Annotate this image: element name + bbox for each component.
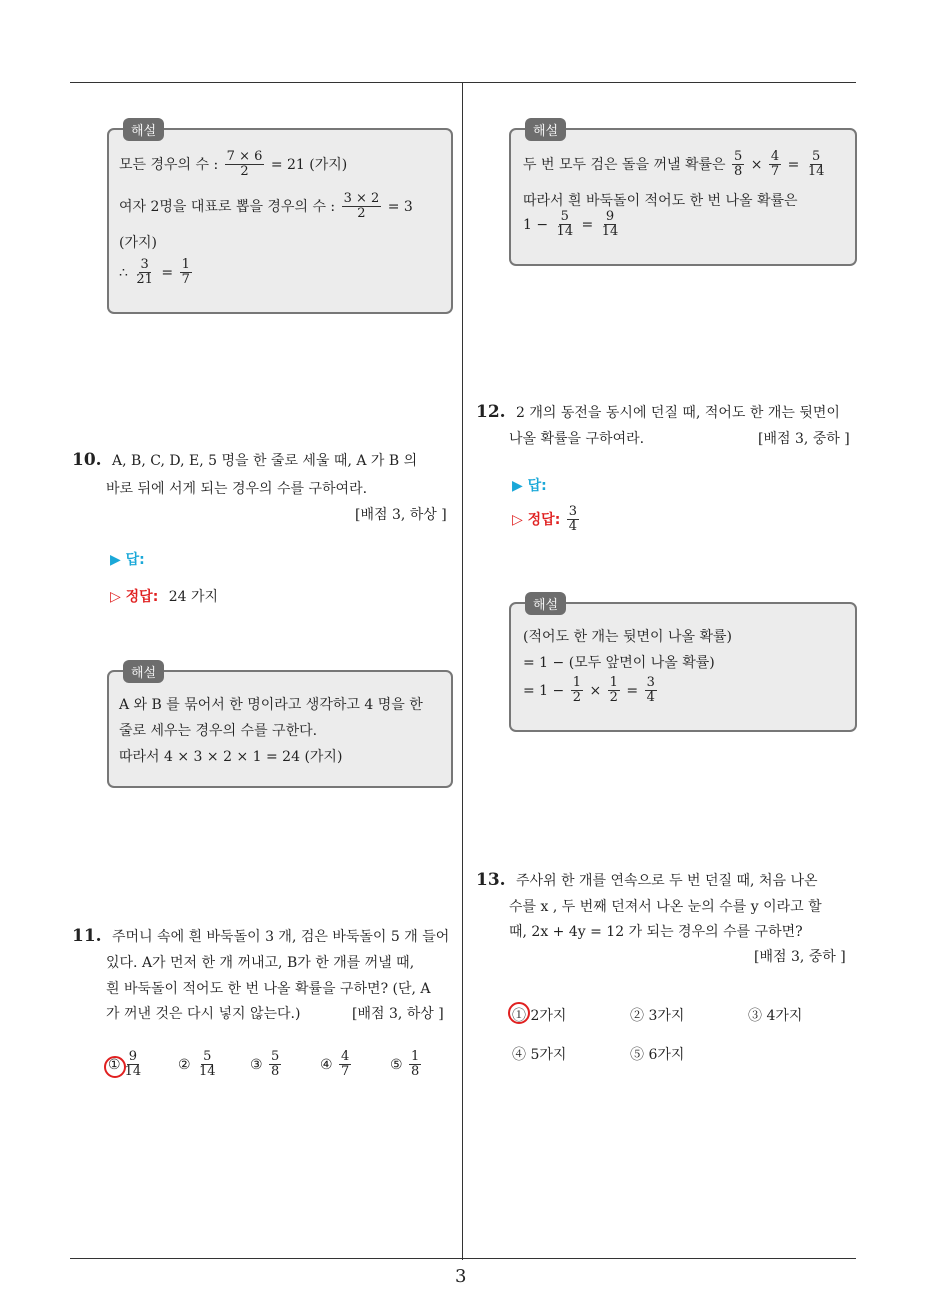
question-number: 10. [72, 450, 102, 470]
fraction: $\frac{3 \times 2}{2}$ [343, 191, 380, 222]
explanation-box-11 [509, 124, 857, 266]
explanation-tag: 해설 [123, 118, 164, 141]
text: A 와 B 를 묶어서 한 명이라고 생각하고 4 명을 한 [119, 697, 423, 713]
text: = 21 (가지) [270, 156, 348, 173]
text: 줄로 세우는 경우의 수를 구한다. [119, 723, 318, 739]
points: [배점 3, 중하 ] [758, 431, 850, 447]
question-text: 가 꺼낸 것은 다시 넣지 않는다.) [106, 1006, 301, 1022]
question-text: 있다. A가 먼저 한 개 꺼내고, B가 한 개를 꺼낼 때, [106, 955, 415, 971]
choice-4[interactable]: ④ 5가지 [512, 1047, 567, 1063]
choice-1[interactable]: ① 2가지 [512, 1008, 567, 1024]
choice-2[interactable]: ② 3가지 [630, 1008, 685, 1024]
text: 따라서 흰 바둑돌이 적어도 한 번 나올 확률은 [523, 193, 798, 209]
choice-4[interactable]: ④ $\frac{4}{7}$ [320, 1049, 350, 1080]
choice-3[interactable]: ③ 4가지 [748, 1008, 803, 1024]
text: = 1 − [523, 682, 565, 699]
question-text: 수를 x , 두 번째 던져서 나온 눈의 수를 y 이라고 할 [509, 899, 822, 915]
times: × [750, 156, 763, 173]
question-number: 13. [476, 870, 506, 890]
text: 1 − [523, 216, 549, 233]
points: [배점 3, 중하 ] [754, 949, 846, 965]
text: 여자 2명을 대표로 뽑을 경우의 수 : [119, 198, 336, 215]
page-number: 3 [455, 1266, 467, 1287]
explanation-box-10 [107, 666, 453, 788]
fraction: $\frac{1}{2}$ [572, 675, 582, 706]
fraction: $\frac{4}{7}$ [770, 149, 780, 180]
question-text: 주사위 한 개를 연속으로 두 번 던질 때, 처음 나온 [516, 873, 818, 889]
points: [배점 3, 하상 ] [352, 1006, 444, 1022]
fraction: $\frac{5}{14}$ [556, 209, 574, 240]
text: 따라서 4 × 3 × 2 × 1 = 24 (가지) [119, 749, 343, 765]
times: × [589, 682, 602, 699]
answer-label: ▶ 답: [512, 478, 547, 494]
question-11 [72, 926, 449, 946]
fraction: $\frac{3}{4}$ [646, 675, 655, 706]
explanation-box-12 [509, 598, 857, 732]
explanation-box-9 [107, 124, 453, 314]
choice-5[interactable]: ⑤ $\frac{1}{8}$ [390, 1049, 420, 1080]
question-number: 12. [476, 402, 506, 422]
fraction: $\frac{9}{14}$ [601, 209, 619, 240]
choice-2[interactable]: ② $\frac{5}{14}$ [178, 1049, 216, 1080]
question-text: 2 개의 동전을 동시에 던질 때, 적어도 한 개는 뒷면이 [516, 405, 840, 421]
choice-1[interactable]: ① $\frac{9}{14}$ [108, 1049, 142, 1080]
correct-answer-label: ▷ 정답: [110, 589, 159, 605]
correct-answer-value: 24 가지 [168, 589, 219, 605]
text: 두 번 모두 검은 돌을 꺼낼 확률은 [523, 156, 726, 173]
correct-answer-value: $\frac{3}{4}$ [568, 504, 578, 535]
text: = 3 [387, 198, 413, 215]
question-text: A, B, C, D, E, 5 명을 한 줄로 세울 때, A 가 B 의 [112, 453, 418, 469]
bottom-rule [70, 1258, 856, 1259]
fraction: $\frac{7 \times 6}{2}$ [226, 149, 263, 180]
question-13 [476, 870, 818, 890]
column-divider [462, 82, 463, 1260]
equals: = [626, 682, 639, 699]
question-number: 11. [72, 926, 102, 946]
choice-5[interactable]: ⑤ 6가지 [630, 1047, 685, 1063]
explanation-tag: 해설 [525, 118, 566, 141]
choice-3[interactable]: ③ $\frac{5}{8}$ [250, 1049, 280, 1080]
top-rule [70, 82, 856, 83]
text: (가지) [119, 235, 157, 251]
fraction: $\frac{3}{21}$ [136, 257, 153, 288]
question-text: 때, 2x + 4y = 12 가 되는 경우의 수를 구하면? [509, 924, 803, 940]
answer-label: ▶ 답: [110, 552, 145, 568]
explanation-tag: 해설 [123, 660, 164, 683]
fraction: $\frac{1}{7}$ [181, 257, 190, 288]
text: 모든 경우의 수 : [119, 156, 219, 173]
therefore: ∴ [119, 264, 128, 281]
points: [배점 3, 하상 ] [355, 507, 447, 523]
question-10 [72, 450, 417, 470]
text: = 1 − (모두 앞면이 나올 확률) [523, 655, 715, 671]
explanation-tag: 해설 [525, 592, 566, 615]
text: (적어도 한 개는 뒷면이 나올 확률) [523, 629, 732, 645]
fraction: $\frac{5}{14}$ [807, 149, 825, 180]
question-12 [476, 402, 840, 422]
equals: = [161, 264, 174, 281]
correct-answer-label: ▷ 정답: [512, 511, 561, 528]
question-text: 주머니 속에 흰 바둑돌이 3 개, 검은 바둑돌이 5 개 들어 [112, 929, 450, 945]
fraction: $\frac{5}{8}$ [733, 149, 743, 180]
equals: = [787, 156, 800, 173]
equals: = [581, 216, 594, 233]
question-text: 바로 뒤에 서게 되는 경우의 수를 구하여라. [106, 481, 368, 497]
question-text: 나올 확률을 구하여라. [509, 431, 645, 447]
question-text: 흰 바둑돌이 적어도 한 번 나올 확률을 구하면? (단, A [106, 981, 431, 997]
fraction: $\frac{1}{2}$ [609, 675, 618, 706]
